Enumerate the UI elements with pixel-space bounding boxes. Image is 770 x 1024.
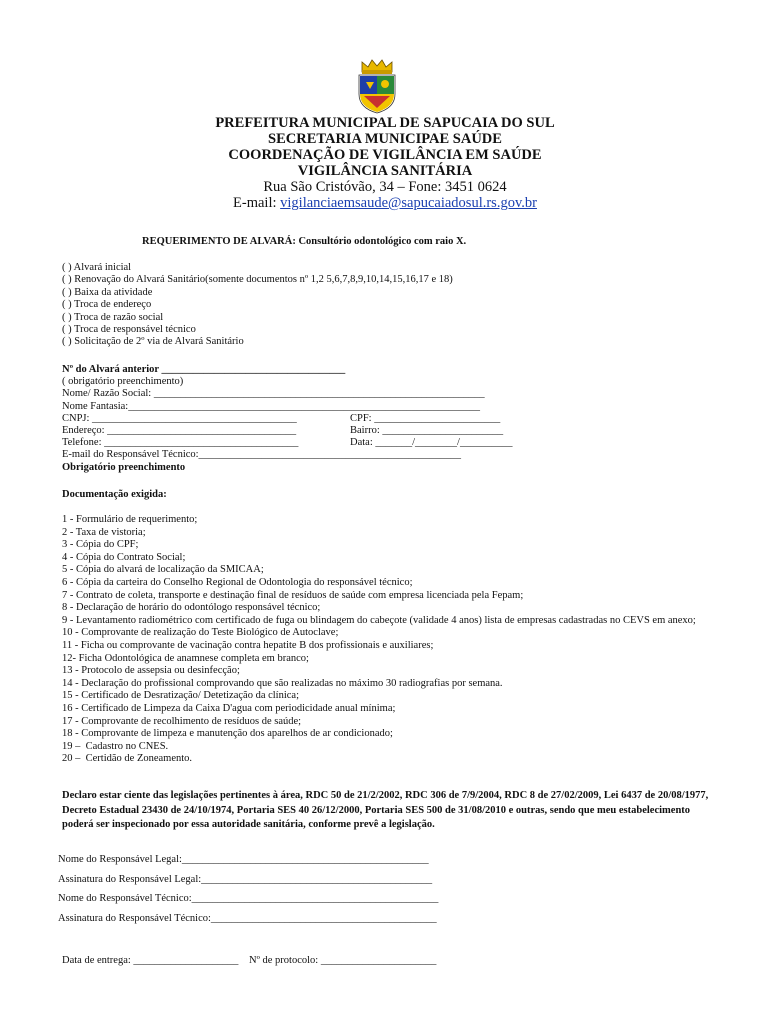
secretaria-title: SECRETARIA MUNICIPAE SAÚDE	[268, 131, 502, 147]
doc-item: 5 - Cópia do alvará de localização da SMICAA;	[62, 564, 264, 576]
option-troca-razao-social[interactable]: ( ) Troca de razão social	[62, 311, 164, 323]
coordenacao-title: COORDENAÇÃO DE VIGILÂNCIA EM SAÚDE	[228, 147, 542, 163]
bairro-field[interactable]: Bairro: _______________________	[350, 424, 504, 436]
doc-item: 6 - Cópia da carteira do Conselho Regional de Odontologia do responsável técnico;	[62, 576, 413, 588]
doc-item: 1 - Formulário de requerimento;	[62, 514, 198, 525]
option-baixa[interactable]: ( ) Baixa da atividade	[62, 286, 153, 298]
footer-row	[62, 955, 436, 966]
cnpj-field[interactable]: CNPJ: _______________________________________	[62, 412, 297, 424]
option-troca-responsavel[interactable]: ( ) Troca de responsável técnico	[62, 324, 196, 336]
docs-heading: Documentação exigida:	[62, 489, 167, 500]
signature-block	[58, 854, 438, 932]
doc-item: 16 - Certificado de Limpeza da Caixa D'agua com periodicidade anual mínima;	[62, 702, 396, 714]
doc-item: 7 - Contrato de coleta, transporte e destinação final de resíduos de saúde com empresa licenciada pela Fepam;	[62, 589, 524, 601]
establishment-fields	[62, 364, 562, 474]
data-entrega-field[interactable]: Data de entrega: ____________________	[62, 955, 239, 966]
assinatura-responsavel-tecnico-field[interactable]: Assinatura do Responsável Técnico:___________________________________________	[58, 912, 437, 924]
prefeitura-title: PREFEITURA MUNICIPAL DE SAPUCAIA DO SUL	[215, 115, 555, 131]
telefone-field[interactable]: Telefone: _____________________________________	[62, 437, 299, 449]
municipal-crest-icon	[354, 58, 400, 114]
cnpj-cpf-row	[62, 413, 562, 425]
endereco-bairro-row	[62, 425, 562, 437]
form-title: REQUERIMENTO DE ALVARÁ: Consultório odontológico com raio X.	[142, 236, 467, 247]
doc-item: 12- Ficha Odontológica de anamnese completa em branco;	[62, 652, 309, 664]
razao-social-field[interactable]: Nome/ Razão Social: _______________________________________________________________	[62, 388, 485, 400]
doc-item: 11 - Ficha ou comprovante de vacinação contra hepatite B dos profissionais e auxiliares;	[62, 639, 434, 651]
doc-item: 8 - Declaração de horário do odontólogo responsável técnico;	[62, 602, 321, 614]
cpf-field[interactable]: CPF: ________________________	[350, 412, 501, 424]
doc-item: 3 - Cópia do CPF;	[62, 539, 139, 551]
doc-item: 10 - Comprovante de realização do Teste Biológico de Autoclave;	[62, 627, 339, 639]
doc-item: 13 - Protocolo de assepsia ou desinfecção;	[62, 665, 240, 677]
doc-item: 15 - Certificado de Desratização/ Detetização da clínica;	[62, 690, 299, 702]
nome-responsavel-legal-field[interactable]: Nome do Responsável Legal:_______________________________________________	[58, 854, 429, 865]
doc-item: 19 – Cadastro no CNES.	[62, 740, 169, 752]
telefone-data-row	[62, 437, 562, 449]
doc-item: 17 - Comprovante de recolhimento de resíduos de saúde;	[62, 715, 302, 727]
vigilancia-title: VIGILÂNCIA SANITÁRIA	[297, 163, 473, 179]
email-line	[0, 195, 770, 211]
obrigatorio-bold-note: Obrigatório preenchimento	[62, 461, 186, 473]
request-options	[62, 262, 453, 349]
nome-fantasia-field[interactable]: Nome Fantasia:___________________________________________________________________	[62, 400, 480, 412]
nome-responsavel-tecnico-field[interactable]: Nome do Responsável Técnico:_______________________________________________	[58, 893, 439, 904]
assinatura-responsavel-legal-field[interactable]: Assinatura do Responsável Legal:____________________________________________	[58, 873, 433, 885]
doc-item: 4 - Cópia do Contrato Social;	[62, 551, 186, 563]
doc-item: 20 – Certidão de Zoneamento.	[62, 753, 193, 765]
email-link[interactable]: vigilanciaemsaude@sapucaiadosul.rs.gov.br	[280, 195, 537, 211]
endereco-field[interactable]: Endereço: ____________________________________	[62, 424, 297, 436]
option-alvara-inicial[interactable]: ( ) Alvará inicial	[62, 262, 132, 273]
obrigatorio-note: ( obrigatório preenchimento)	[62, 376, 184, 388]
email-responsavel-field[interactable]: E-mail do Responsável Técnico:__________________________________________________	[62, 449, 462, 461]
letterhead	[0, 115, 770, 211]
doc-item: 2 - Taxa de vistoria;	[62, 526, 146, 538]
option-renovacao[interactable]: ( ) Renovação do Alvará Sanitário(somente documentos nº 1,2 5,6,7,8,9,10,14,15,16,17 e 18)	[62, 274, 453, 286]
protocolo-field[interactable]: Nº de protocolo: ______________________	[249, 955, 437, 966]
data-field[interactable]: Data: _______/________/__________	[350, 437, 513, 449]
alvara-anterior-field[interactable]: Nº do Alvará anterior ___________________________________	[62, 364, 346, 375]
email-label: E-mail:	[233, 195, 281, 211]
doc-item: 18 - Comprovante de limpeza e manutenção dos aparelhos de ar condicionado;	[62, 728, 393, 740]
doc-item: 9 - Levantamento radiométrico com certificado de fuga ou blindagem do cabeçote (validade 4 anos) lista de empresas cadastradas no CEVS em anexo;	[62, 614, 696, 626]
required-documents-list	[62, 514, 702, 766]
option-segunda-via[interactable]: ( ) Solicitação de 2º via de Alvará Sanitário	[62, 336, 244, 348]
address-line: Rua São Cristóvão, 34 – Fone: 3451 0624	[263, 179, 507, 195]
doc-item: 14 - Declaração do profissional comprovando que são realizadas no máximo 30 radiografias por semana.	[62, 677, 503, 689]
option-troca-endereco[interactable]: ( ) Troca de endereço	[62, 299, 152, 311]
declaration-paragraph: Declaro estar ciente das legislações pertinentes à área, RDC 50 de 21/2/2002, RDC 306 de 7/9/2004, RDC 8 de 27/02/2009, Lei 6437 de 20/08/1977, Decreto Estadual 23430 de 24/10/1974, Portaria SES 40 26/12/2000, Portaria SES 500 de 31/08/2010 e outras, sendo que meu estabelecimento poderá ser inspecionado por essa autoridade sanitária, conforme prevê a legislação.	[62, 790, 709, 830]
